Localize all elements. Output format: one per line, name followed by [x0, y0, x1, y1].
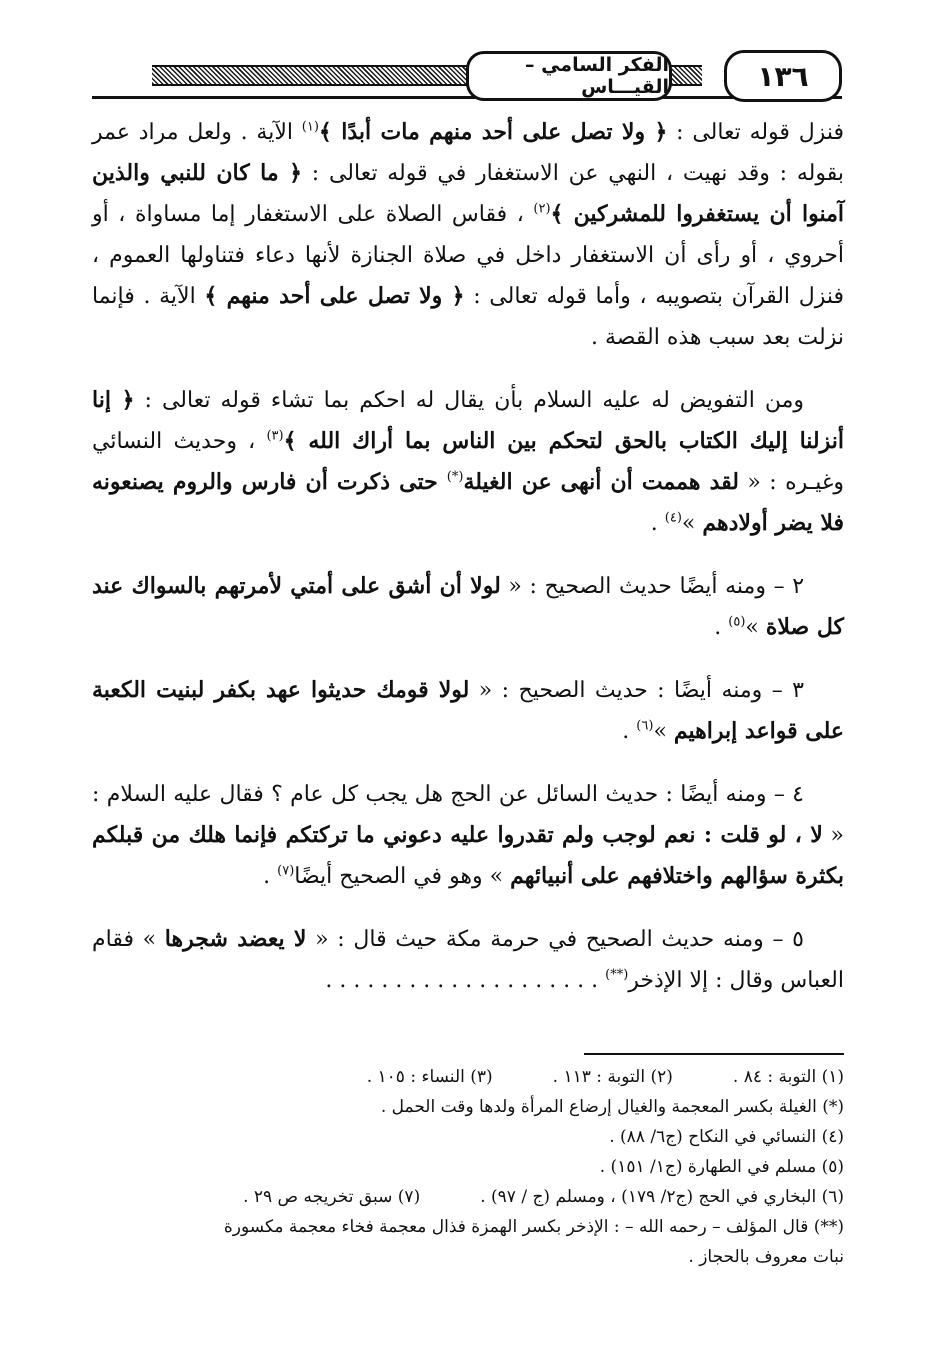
footnote-ref: (٣) [266, 428, 284, 444]
running-title: الفكر السامي – القيـــاس [524, 54, 669, 98]
footnote-3: (٣) النساء : ١٠٥ . [366, 1067, 493, 1087]
footnote-ref: (٧) [277, 863, 295, 879]
footnotes [92, 1062, 844, 1272]
hadith-quote: لولا أن أشق على أمتي لأمرتهم بالسواك عند كل صلاة [92, 573, 844, 640]
footnote-ref: (٤) [664, 510, 682, 526]
footnote-5: (٥) مسلم في الطهارة (ج١/ ١٥١) . [599, 1157, 844, 1177]
hadith-quote: لا يعضد شجرها [164, 926, 307, 952]
paragraph-1 [92, 112, 844, 358]
text-run: . [650, 511, 665, 536]
quran-quote: ﴿ إنا أنزلنا إليك الكتاب بالحق لتحكم بين الناس بما أراك الله ﴾ [92, 387, 844, 454]
footnote-ref: (٥) [728, 614, 746, 630]
text-run: » [653, 719, 674, 744]
footnote-4: (٤) النسائي في النكاح (ج٦/ ٨٨) . [609, 1127, 844, 1147]
footnote-separator [584, 1053, 844, 1055]
footnote-star: (*) الغيلة بكسر المعجمة والغيال إرضاع المرأة ولدها وقت الحمل . [380, 1097, 844, 1117]
paragraph-3 [92, 566, 844, 648]
hadith-quote: لولا قومك حديثوا عهد بكفر لبنيت الكعبة على قواعد إبراهيم [92, 677, 844, 744]
page-number-badge [724, 50, 842, 102]
quran-quote: ﴿ ما كان للنبي والذين آمنوا أن يستغفروا للمشركين ﴾ [92, 160, 844, 227]
footnote-ref: (**) [605, 967, 629, 983]
footnote-ref: (١) [301, 119, 319, 135]
footnote-1: (١) التوبة : ٨٤ . [732, 1067, 844, 1087]
footnote-7: (٧) سبق تخريجه ص ٢٩ . [243, 1187, 421, 1207]
text-run: ٣ – ومنه أيضًا : حديث الصحيح : « [469, 678, 804, 703]
quran-quote: ﴿ ولا تصل على أحد منهم مات أبدًا ﴾ [318, 119, 668, 145]
paragraph-5 [92, 774, 844, 897]
text-run: الآية . فإنما نزلت بعد سبب هذه القصة . [92, 284, 844, 350]
text-run: » وهو في الصحيح أيضًا [294, 864, 511, 889]
footnote-ref: (٢) [533, 201, 551, 217]
text-run: ، فقاس الصلاة على الاستغفار إما مساواة ، أو أحروي ، أو رأى أن الاستغفار داخل في صلاة الجنازة لأنها دعاء فتناولها العموم ، فنزل القرآن بتصويبه ، وأما قوله تعالى : [92, 202, 844, 309]
page-number: ١٣٦ [757, 59, 809, 93]
text-run: » [681, 511, 703, 536]
footnote-double-star-cont: نبات معروف بالحجاز . [688, 1247, 844, 1267]
text-run: الآية . ولعل مراد عمر بقوله : وقد نهيت ، النهي عن الاستغفار في قوله تعالى : [92, 120, 844, 186]
paragraph-6 [92, 919, 844, 1001]
paragraph-4 [92, 670, 844, 752]
hadith-quote: لا ، لو قلت : نعم لوجب ولم تقدروا عليه دعوني ما تركتكم فإنما هلك من قبلكم بكثرة سؤالهم واختلافهم على أنبيائهم [92, 822, 844, 889]
footnote-row [92, 1182, 844, 1212]
text-run: » [745, 615, 766, 640]
text-run: ٥ – ومنه حديث الصحيح في حرمة مكة حيث قال : « [306, 927, 804, 952]
text-run: . [714, 615, 729, 640]
text-run: ٢ – ومنه أيضًا حديث الصحيح : « [500, 574, 805, 599]
hadith-quote: حتى ذكرت أن فارس والروم يصنعونه فلا يضر أولادهم [92, 469, 844, 536]
text-run: فنزل قوله تعالى : [667, 120, 844, 145]
continuation-dots: . . . . . . . . . . . . . . . . . . . . [325, 968, 606, 993]
text-run: ، وحديث النسائي وغيـره : « [92, 429, 844, 495]
main-text [92, 112, 844, 1001]
running-title-badge [466, 51, 672, 101]
quran-quote: ﴿ ولا تصل على أحد منهم ﴾ [204, 283, 465, 309]
footnote-ref: (*) [446, 469, 464, 485]
text-run: . [622, 719, 637, 744]
text-run: » فقام العباس وقال : إلا الإذخر [92, 927, 844, 993]
hadith-quote: لقد هممت أن أنهى عن الغيلة [463, 469, 739, 495]
footnote-double-star: (**) قال المؤلف – رحمه الله – : الإذخر بكسر الهمزة فذال معجمة فخاء معجمة مكسورة [223, 1217, 844, 1237]
text-run: ومن التفويض له عليه السلام بأن يقال له احكم بما تشاء قوله تعالى : [134, 388, 804, 413]
text-run: ٤ – ومنه أيضًا : حديث السائل عن الحج هل يجب كل عام ؟ فقال عليه السلام : « [92, 782, 845, 848]
footnote-ref: (٦) [636, 718, 654, 734]
text-run: . [263, 864, 278, 889]
footnote-2: (٢) التوبة : ١١٣ . [552, 1067, 673, 1087]
page-header [92, 44, 842, 106]
footnote-row [92, 1062, 844, 1092]
footnote-6: (٦) البخاري في الحج (ج٢/ ١٧٩) ، ومسلم (ج / ٩٧) . [480, 1187, 844, 1207]
paragraph-2 [92, 380, 844, 544]
